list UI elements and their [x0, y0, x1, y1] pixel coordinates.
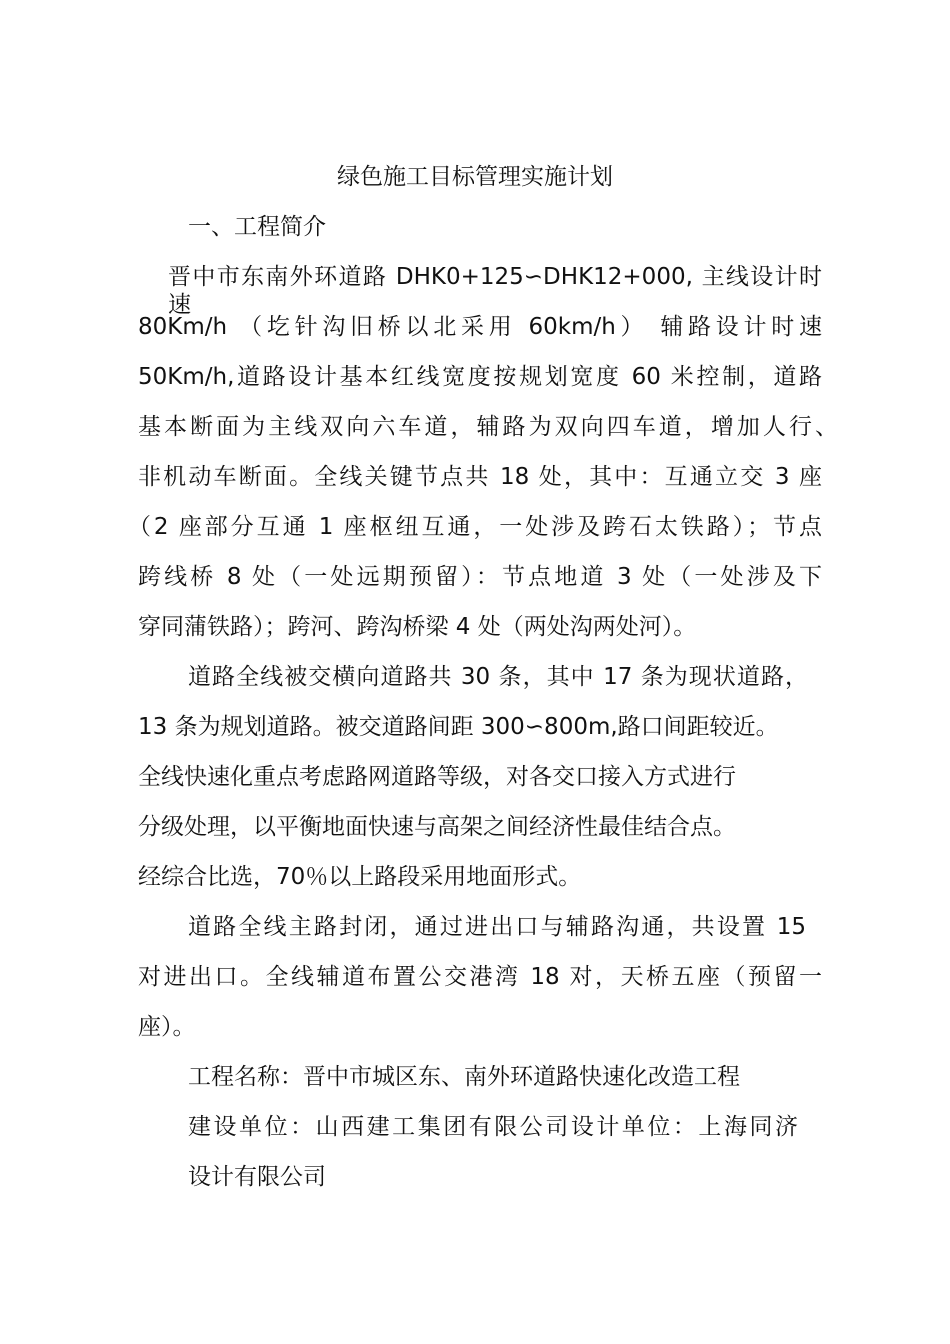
paragraph-line: 非机动车断面。全线关键节点共 18 处，其中：互通立交 3 座	[138, 464, 822, 490]
paragraph-line: 道路全线被交横向道路共 30 条，其中 17 条为现状道路，	[188, 664, 808, 690]
paragraph-line: 经综合比选，70％以上路段采用地面形式。	[138, 864, 582, 890]
construction-unit: 建设单位：山西建工集团有限公司设计单位：上海同济	[188, 1114, 798, 1140]
paragraph-line: 跨线桥 8 处（一处远期预留）：节点地道 3 处（一处涉及下	[138, 564, 822, 590]
paragraph-line: 13 条为规划道路。被交道路间距 300∽800m,路口间距较近。	[138, 714, 779, 740]
paragraph-line: 全线快速化重点考虑路网道路等级，对各交口接入方式进行	[138, 764, 736, 790]
paragraph-line: 座）。	[138, 1014, 196, 1040]
project-name: 工程名称：晋中市城区东、南外环道路快速化改造工程	[188, 1064, 740, 1090]
paragraph-line: 80Km/h （圪针沟旧桥以北采用 60km/h） 辅路设计时速	[138, 314, 822, 340]
design-unit: 设计有限公司	[188, 1164, 326, 1190]
section-heading: 一、工程简介	[188, 214, 326, 240]
paragraph-line: 晋中市东南外环道路 DHK0+125∽DHK12+000, 主线设计时速	[168, 264, 822, 318]
paragraph-line: 对进出口。全线辅道布置公交港湾 18 对，天桥五座（预留一	[138, 964, 822, 990]
paragraph-line: 50Km/h,道路设计基本红线宽度按规划宽度 60 米控制，道路	[138, 364, 822, 390]
paragraph-line: （2 座部分互通 1 座枢纽互通，一处涉及跨石太铁路）；节点	[128, 514, 822, 540]
document-title: 绿色施工目标管理实施计划	[337, 164, 613, 190]
paragraph-line: 道路全线主路封闭，通过进出口与辅路沟通，共设置 15	[188, 914, 806, 940]
paragraph-line: 分级处理，以平衡地面快速与高架之间经济性最佳结合点。	[138, 814, 736, 840]
paragraph-line: 基本断面为主线双向六车道，辅路为双向四车道，增加人行、	[138, 414, 838, 440]
paragraph-line: 穿同蒲铁路）；跨河、跨沟桥梁 4 处（两处沟两处河）。	[138, 614, 697, 640]
